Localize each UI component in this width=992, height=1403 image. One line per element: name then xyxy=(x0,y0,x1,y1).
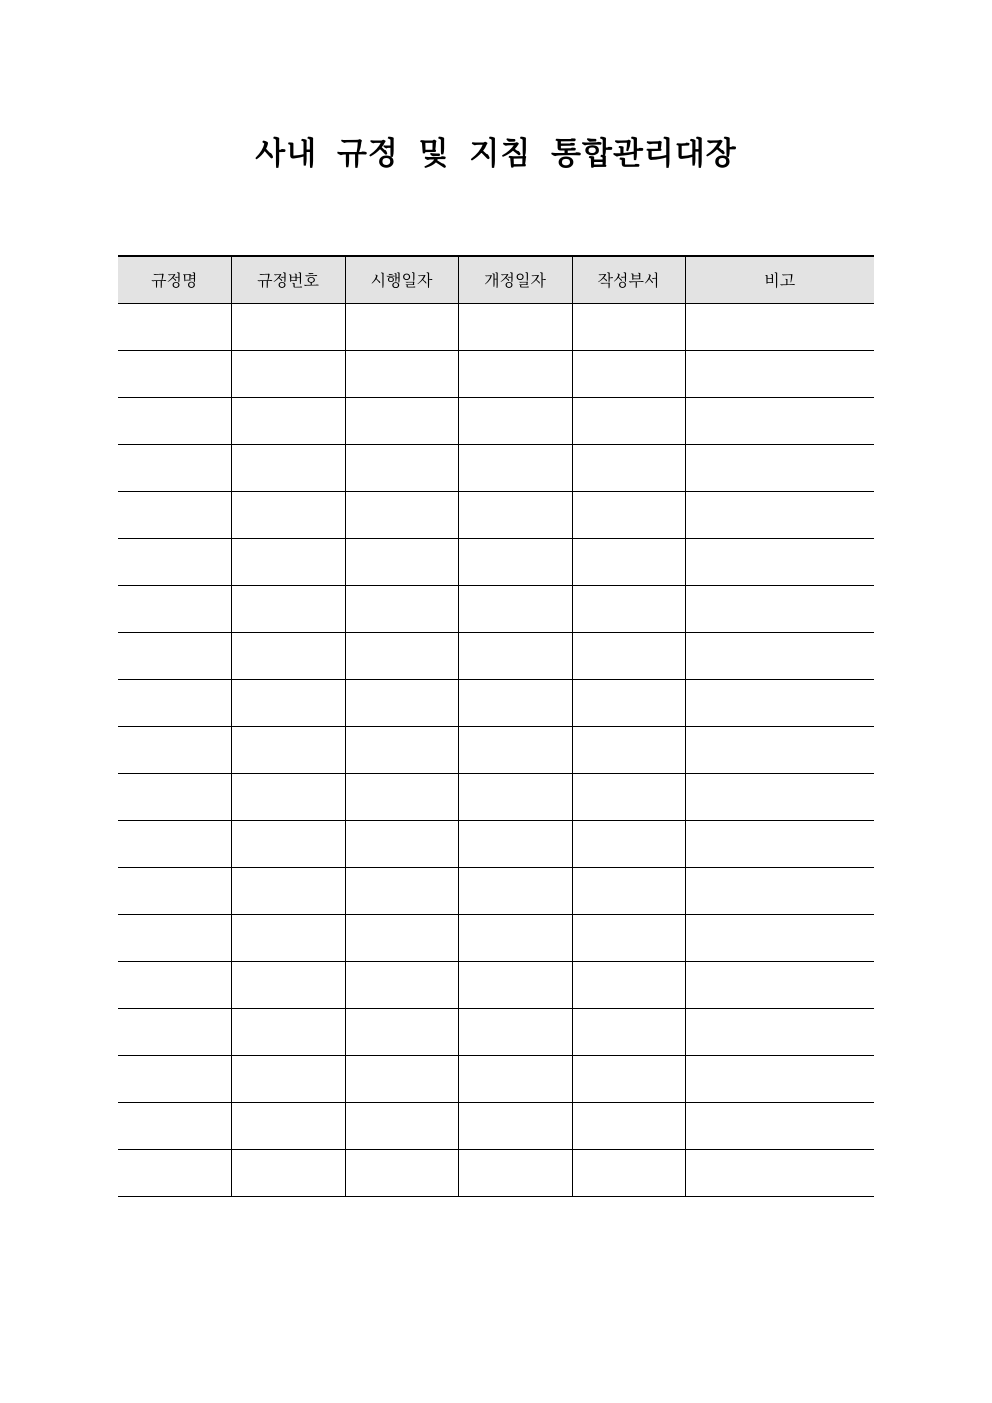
table-cell[interactable] xyxy=(572,1055,685,1102)
table-cell[interactable] xyxy=(118,914,231,961)
table-cell[interactable] xyxy=(345,585,458,632)
table-row xyxy=(118,820,874,867)
table-cell[interactable] xyxy=(231,632,345,679)
table-cell[interactable] xyxy=(231,679,345,726)
table-row xyxy=(118,350,874,397)
table-cell[interactable] xyxy=(685,1149,874,1196)
table-cell[interactable] xyxy=(118,350,231,397)
table-cell[interactable] xyxy=(685,820,874,867)
table-cell[interactable] xyxy=(685,303,874,350)
table-cell[interactable] xyxy=(345,1008,458,1055)
table-cell[interactable] xyxy=(458,1149,572,1196)
table-body xyxy=(118,303,874,1196)
table-cell[interactable] xyxy=(572,303,685,350)
table-row xyxy=(118,1055,874,1102)
table-cell[interactable] xyxy=(118,632,231,679)
table-cell[interactable] xyxy=(345,773,458,820)
table-cell[interactable] xyxy=(685,585,874,632)
table-cell[interactable] xyxy=(231,491,345,538)
table-cell[interactable] xyxy=(572,914,685,961)
table-cell[interactable] xyxy=(231,820,345,867)
table-cell[interactable] xyxy=(231,867,345,914)
table-cell[interactable] xyxy=(572,397,685,444)
header-cell-regulation-name: 규정명 xyxy=(118,256,231,303)
table-cell[interactable] xyxy=(572,632,685,679)
table-cell[interactable] xyxy=(345,679,458,726)
table-cell[interactable] xyxy=(345,444,458,491)
table-cell[interactable] xyxy=(118,585,231,632)
table-cell[interactable] xyxy=(458,867,572,914)
header-cell-effective-date: 시행일자 xyxy=(345,256,458,303)
table-cell[interactable] xyxy=(231,1008,345,1055)
table-row xyxy=(118,585,874,632)
table-row xyxy=(118,867,874,914)
table-cell[interactable] xyxy=(685,914,874,961)
table-cell[interactable] xyxy=(118,773,231,820)
table-row xyxy=(118,444,874,491)
table-cell[interactable] xyxy=(685,350,874,397)
table-cell[interactable] xyxy=(345,491,458,538)
table-cell[interactable] xyxy=(458,679,572,726)
table-cell[interactable] xyxy=(685,679,874,726)
table-cell[interactable] xyxy=(458,820,572,867)
register-table xyxy=(118,255,874,1197)
table-cell[interactable] xyxy=(458,1102,572,1149)
table-cell[interactable] xyxy=(685,961,874,1008)
header-cell-remarks: 비고 xyxy=(685,256,874,303)
table-cell[interactable] xyxy=(345,632,458,679)
table-row xyxy=(118,914,874,961)
table-cell[interactable] xyxy=(685,867,874,914)
table-cell[interactable] xyxy=(118,867,231,914)
table-cell[interactable] xyxy=(231,914,345,961)
table-cell[interactable] xyxy=(118,1055,231,1102)
table-cell[interactable] xyxy=(231,585,345,632)
table-cell[interactable] xyxy=(572,1008,685,1055)
table-cell[interactable] xyxy=(572,585,685,632)
table-cell[interactable] xyxy=(231,773,345,820)
table-cell[interactable] xyxy=(458,726,572,773)
table-cell[interactable] xyxy=(572,491,685,538)
table-cell[interactable] xyxy=(118,1008,231,1055)
table-cell[interactable] xyxy=(572,726,685,773)
table-row xyxy=(118,538,874,585)
table-row xyxy=(118,491,874,538)
table-cell[interactable] xyxy=(572,867,685,914)
table-cell[interactable] xyxy=(345,350,458,397)
table-cell[interactable] xyxy=(231,397,345,444)
table-cell[interactable] xyxy=(345,1149,458,1196)
table-cell[interactable] xyxy=(118,1102,231,1149)
table-cell[interactable] xyxy=(685,397,874,444)
table-cell[interactable] xyxy=(118,820,231,867)
table-cell[interactable] xyxy=(118,491,231,538)
table-cell[interactable] xyxy=(458,350,572,397)
table-cell[interactable] xyxy=(458,303,572,350)
table-cell[interactable] xyxy=(458,397,572,444)
table-cell[interactable] xyxy=(458,632,572,679)
table-cell[interactable] xyxy=(685,773,874,820)
table-cell[interactable] xyxy=(458,444,572,491)
table-row xyxy=(118,961,874,1008)
table-cell[interactable] xyxy=(685,491,874,538)
table-cell[interactable] xyxy=(231,538,345,585)
table-cell[interactable] xyxy=(572,444,685,491)
table-row xyxy=(118,1008,874,1055)
table-cell[interactable] xyxy=(345,867,458,914)
table-cell[interactable] xyxy=(118,397,231,444)
header-row xyxy=(118,256,874,303)
table-row xyxy=(118,773,874,820)
table-row xyxy=(118,1102,874,1149)
table-cell[interactable] xyxy=(685,1008,874,1055)
table-cell[interactable] xyxy=(458,585,572,632)
header-cell-revision-date: 개정일자 xyxy=(458,256,572,303)
table-cell[interactable] xyxy=(231,303,345,350)
table-cell[interactable] xyxy=(231,1102,345,1149)
table-cell[interactable] xyxy=(458,538,572,585)
table-row xyxy=(118,1149,874,1196)
table-cell[interactable] xyxy=(345,303,458,350)
table-cell[interactable] xyxy=(345,914,458,961)
table-cell[interactable] xyxy=(118,961,231,1008)
header-cell-author-department: 작성부서 xyxy=(572,256,685,303)
table-cell[interactable] xyxy=(345,820,458,867)
table-cell[interactable] xyxy=(685,1055,874,1102)
table-row xyxy=(118,397,874,444)
table-cell[interactable] xyxy=(572,773,685,820)
table-cell[interactable] xyxy=(345,726,458,773)
table-cell[interactable] xyxy=(458,1008,572,1055)
table-cell[interactable] xyxy=(572,679,685,726)
table-cell[interactable] xyxy=(458,914,572,961)
table-row xyxy=(118,679,874,726)
table-cell[interactable] xyxy=(685,538,874,585)
table-cell[interactable] xyxy=(345,397,458,444)
table-cell[interactable] xyxy=(572,350,685,397)
page-title: 사내 규정 및 지침 통합관리대장 xyxy=(255,136,737,172)
table-cell[interactable] xyxy=(572,820,685,867)
table-cell[interactable] xyxy=(118,679,231,726)
table-cell[interactable] xyxy=(118,303,231,350)
table-cell[interactable] xyxy=(458,1055,572,1102)
table-cell[interactable] xyxy=(572,538,685,585)
table-cell[interactable] xyxy=(345,1102,458,1149)
table-cell[interactable] xyxy=(118,538,231,585)
table-cell[interactable] xyxy=(345,1055,458,1102)
table-cell[interactable] xyxy=(231,350,345,397)
table-cell[interactable] xyxy=(231,1149,345,1196)
table-cell[interactable] xyxy=(685,444,874,491)
table-cell[interactable] xyxy=(685,1102,874,1149)
table-cell[interactable] xyxy=(345,961,458,1008)
table-cell[interactable] xyxy=(118,444,231,491)
table-cell[interactable] xyxy=(231,1055,345,1102)
table-row xyxy=(118,726,874,773)
table-cell[interactable] xyxy=(572,1149,685,1196)
table-cell[interactable] xyxy=(118,726,231,773)
header-cell-regulation-number: 규정번호 xyxy=(231,256,345,303)
table-cell[interactable] xyxy=(572,1102,685,1149)
table-cell[interactable] xyxy=(118,1149,231,1196)
table-cell[interactable] xyxy=(458,961,572,1008)
table-cell[interactable] xyxy=(345,538,458,585)
table-cell[interactable] xyxy=(685,632,874,679)
table-row xyxy=(118,303,874,350)
table-cell[interactable] xyxy=(458,773,572,820)
table-cell[interactable] xyxy=(572,961,685,1008)
table-cell[interactable] xyxy=(231,961,345,1008)
table-row xyxy=(118,632,874,679)
table-cell[interactable] xyxy=(231,726,345,773)
table-cell[interactable] xyxy=(458,491,572,538)
table-cell[interactable] xyxy=(685,726,874,773)
table-cell[interactable] xyxy=(231,444,345,491)
